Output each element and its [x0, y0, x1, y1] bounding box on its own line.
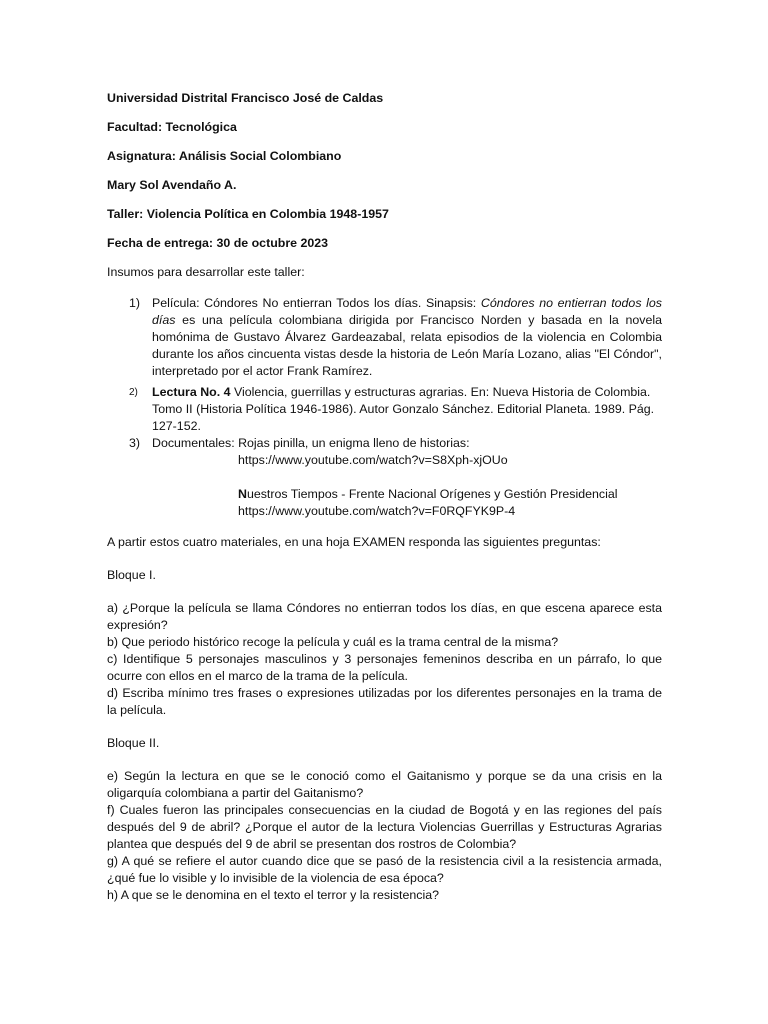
item-text: Lectura No. 4 Violencia, guerrillas y estructuras agrarias. En: Nueva Historia de Colombia. Tomo II (Historia Política 1946-1986). Autor Gonzalo Sánchez. Editorial Planeta. 1989. Pág. 127-152. [152, 385, 655, 433]
item-number: 2) [129, 387, 138, 398]
intro-text: Insumos para desarrollar este taller: [107, 265, 305, 279]
question-e: e) Según la lectura en que se le conoció como el Gaitanismo y porque se da una crisis en la oligarquía colombiana a partir del Gaitanismo? [107, 769, 662, 800]
material-item-1 [107, 295, 662, 380]
instruction-text: A partir estos cuatro materiales, en una hoja EXAMEN responda las siguientes preguntas: [107, 535, 601, 549]
workshop-title: Taller: Violencia Política en Colombia 1948-1957 [107, 207, 389, 221]
block-2-title: Bloque II. [107, 736, 160, 750]
question-c: c) Identifique 5 personajes masculinos y 3 personajes femeninos describa en un párrafo, lo que ocurre con ellos en el marco de la trama de la película. [107, 652, 662, 683]
due-date: Fecha de entrega: 30 de octubre 2023 [107, 236, 329, 250]
teacher-name: Mary Sol Avendaño A. [107, 178, 237, 192]
faculty-line: Facultad: Tecnológica [107, 120, 237, 134]
question-b: b) Que periodo histórico recoge la película y cuál es la trama central de la misma? [107, 635, 559, 649]
item-number: 3) [129, 436, 141, 450]
university-name: Universidad Distrital Francisco José de Caldas [107, 91, 384, 105]
film-title-italic: Cóndores no entierran todos los días [152, 296, 662, 327]
document-page [107, 90, 662, 904]
subject-line: Asignatura: Análisis Social Colombiano [107, 149, 342, 163]
question-f: f) Cuales fueron las principales consecuencias en la ciudad de Bogotá y en las regiones del país después del 9 de abril? ¿Porque el autor de la lectura Violencias Guerrillas y Estructuras Agrarias plantea que después del 9 de abril se presentan dos rostros de Colombia? [107, 803, 662, 851]
material-item-2 [107, 384, 662, 435]
question-h: h) A que se le denomina en el texto el terror y la resistencia? [107, 888, 439, 902]
documentary-title-2: Nuestros Tiempos - Frente Nacional Orígenes y Gestión Presidencial [238, 487, 618, 501]
item-text: Película: Cóndores No entierran Todos los días. Sinapsis: Cóndores no entierran todos los días es una película colombiana dirigida por Francisco Norden y basada en la novela homónima de Gustavo Álvarez Gardeazabal, relata episodios de la violencia en Colombia durante los años cincuenta vistas desde la historia de León María Lozano, alias "El Cóndor", interpretado por el actor Frank Ramírez. [152, 296, 662, 378]
item-number: 1) [129, 296, 141, 310]
question-a: a) ¿Porque la película se llama Cóndores no entierran todos los días, en que escena aparece esta expresión? [107, 601, 662, 632]
reading-label: Lectura No. 4 [152, 385, 231, 399]
documentary-link-2[interactable]: https://www.youtube.com/watch?v=F0RQFYK9P-4 [238, 504, 516, 518]
block-1-title: Bloque I. [107, 568, 156, 582]
question-g: g) A qué se refiere el autor cuando dice que se pasó de la resistencia civil a la resistencia armada, ¿qué fue lo visible y lo invisible de la violencia de esa época? [107, 854, 662, 885]
item-text: Documentales: Rojas pinilla, un enigma lleno de historias: [152, 436, 470, 450]
documentary-link-1[interactable]: https://www.youtube.com/watch?v=S8Xph-xjOUo [238, 453, 508, 467]
materials-list [107, 295, 662, 520]
question-d: d) Escriba mínimo tres frases o expresiones utilizadas por los diferentes personajes en la trama de la película. [107, 686, 662, 717]
material-item-3 [107, 435, 662, 452]
